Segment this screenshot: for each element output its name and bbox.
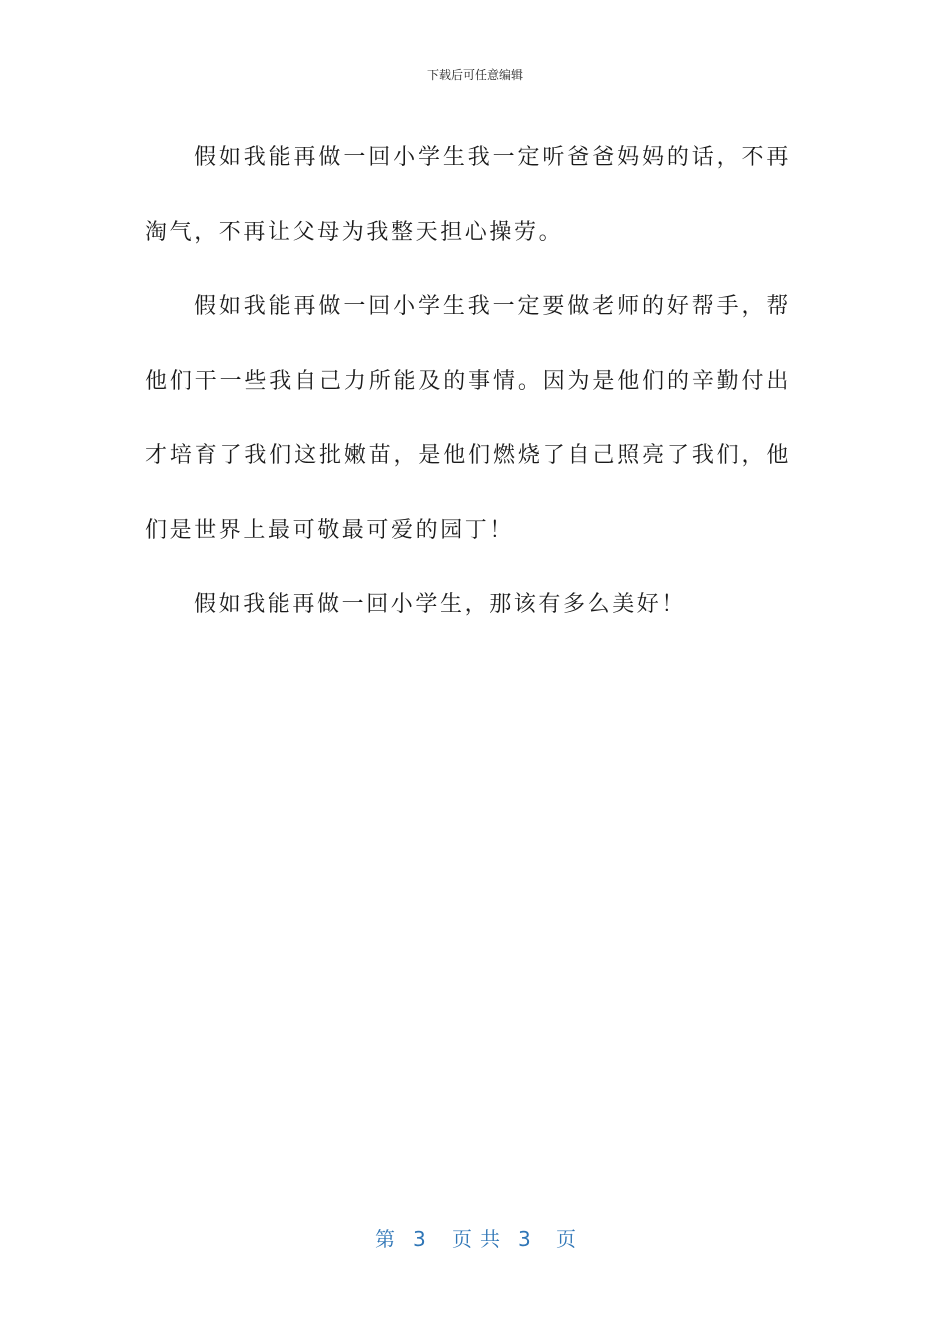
footer-total-pages: 3 xyxy=(518,1227,531,1251)
page-header: 下载后可任意编辑 xyxy=(426,68,523,82)
footer-prefix: 第 xyxy=(375,1227,395,1251)
footer-middle: 页共 xyxy=(452,1227,508,1251)
footer-suffix: 页 xyxy=(556,1227,576,1251)
document-body xyxy=(145,121,791,643)
paragraph-1: 假如我能再做一回小学生我一定听爸爸妈妈的话，不再淘气，不再让父母为我整天担心操劳。 xyxy=(145,145,791,245)
paragraph-2: 假如我能再做一回小学生我一定要做老师的好帮手，帮他们干一些我自己力所能及的事情。因为是他们的辛勤付出才培育了我们这批嫩苗，是他们燃烧了自己照亮了我们，他们是世界上最可敬最可爱的园丁！ xyxy=(145,294,791,543)
footer-current-page: 3 xyxy=(413,1227,426,1251)
paragraph-3: 假如我能再做一回小学生，那该有多么美好！ xyxy=(194,592,687,617)
